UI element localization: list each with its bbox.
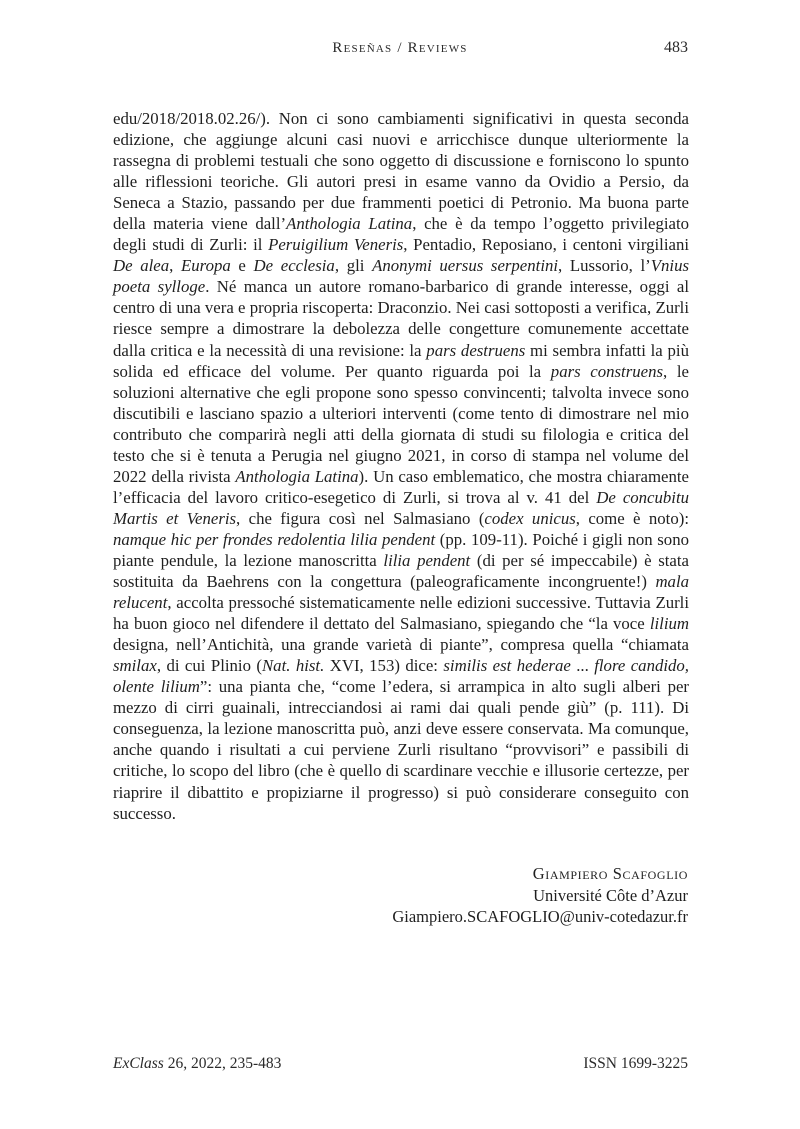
signature-block [392,863,688,928]
author-affiliation: Université Côte d’Azur [533,885,688,905]
running-head: Reseñas / Reviews [332,40,468,56]
journal-citation [113,1055,281,1073]
page-footer [113,1055,688,1073]
journal-name: ExClass [113,1055,164,1072]
review-paragraph: edu/2018/2018.02.26/). Non ci sono cambiamenti significativi in questa seconda edizione, che aggiunge alcuni casi nuovi e arricchisce dunque ulteriormente la rassegna di problemi testuali che sono oggetto di discussione e forniscono lo spunto alle riflessioni teoriche. Gli autori presi in esame vanno da Ovidio a Persio, da Seneca a Stazio, passando per due frammenti poetici di Petronio. Ma buona parte della materia viene dall’Anthologia Latina, che è da tempo l’oggetto privilegiato degli studi di Zurli: il Peruigilium Veneris, Pentadio, Reposiano, i centoni virgiliani De alea, Europa e De ecclesia, gli Anonymi uersus serpentini, Lussorio, l’Vnius poeta sylloge. Né manca un autore romano-barbarico di grande interesse, oggi al centro di una vera e propria riscoperta: Draconzio. Nei casi sottoposti a verifica, Zurli riesce sempre a dimostrare la debolezza delle congetture comunemente accettate dalla critica e la necessità di una revisione: la pars destruens mi sembra infatti la più solida ed efficace del volume. Per quanto riguarda poi la pars construens, le soluzioni alternative che egli propone sono spesso convincenti; talvolta invece sono discutibili e lasciano spazio a ulteriori interventi (come tento di dimostrare nel mio contributo che comparirà negli atti della giornata di studi su filologia e critica del testo che si è tenuta a Perugia nel giugno 2021, in corso di stampa nel volume del 2022 della rivista Anthologia Latina). Un caso emblematico, che mostra chiaramente l’efficacia del lavoro critico-esegetico di Zurli, si trova al v. 41 del De concubitu Martis et Veneris, che figura così nel Salmasiano (codex unicus, come è noto): namque hic per frondes redolentia lilia pendent (pp. 109-11). Poiché i gigli non sono piante pendule, la lezione manoscritta lilia pendent (di per sé impeccabile) è stata sostituita da Baehrens con la congettura (paleograficamente incongruente!) mala relucent, accolta pressoché sistematicamente nelle edizioni successive. Tuttavia Zurli ha buon gioco nel difendere il dettato del Salmasiano, spiegando che “la voce lilium designa, nell’Antichità, una grande varietà di piante”, compresa quella “chiamata smilax, di cui Plinio (Nat. hist. XVI, 153) dice: similis est hederae ... flore candido, olente lilium”: una pianta che, “come l’edera, si arrampica in alto sugli alberi per mezzo di cirri guainali, intrecciandosi ai rami dai quali pende giù” (p. 111). Di conseguenza, la lezione manoscritta può, anzi deve essere conservata. Ma comunque, anche quando i risultati a cui perviene Zurli risultano “provvisori” e passibili di critiche, lo scopo del libro (che è quello di scardinare vecchie e illusorie certezze, per riaprire il dibattito e propiziarne il progresso) si può considerare conseguito con successo. [113,109,690,823]
issn-number: ISSN 1699-3225 [583,1055,688,1072]
author-name: Giampiero Scafoglio [532,864,688,883]
review-body [113,108,689,824]
author-email: Giampiero.SCAFOGLIO@univ-cotedazur.fr [392,907,688,927]
citation-detail: 26, 2022, 235-483 [163,1055,282,1072]
page-number: 483 [664,39,688,56]
